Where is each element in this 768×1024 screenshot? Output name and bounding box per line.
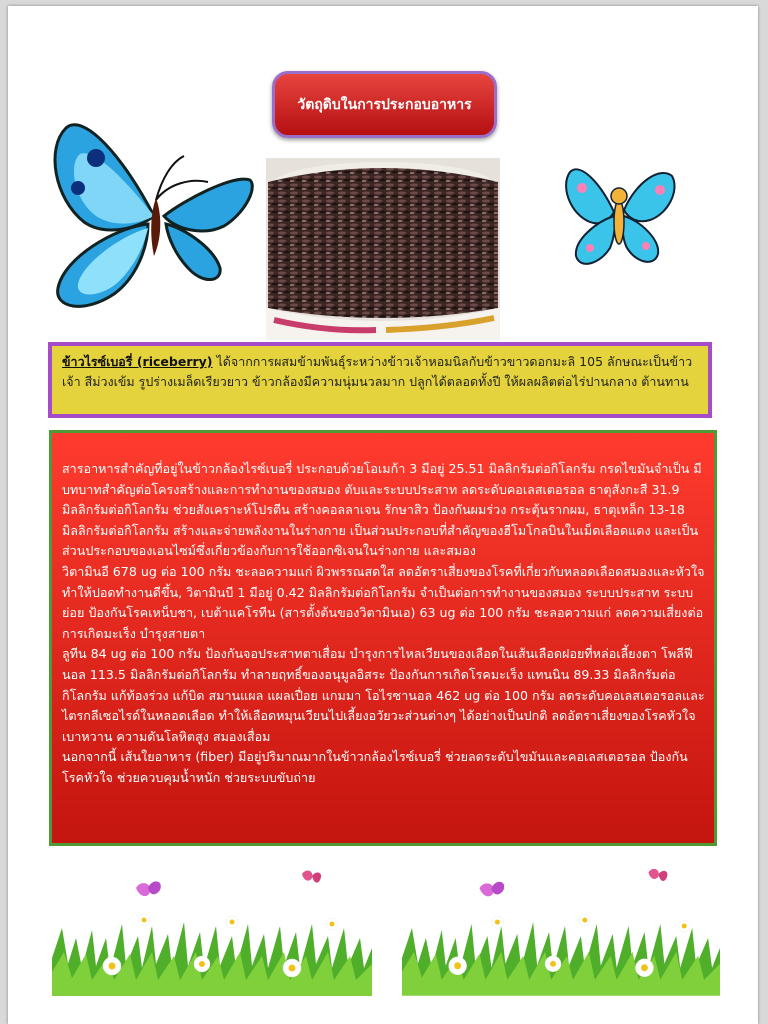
butterfly-right-icon [560, 152, 680, 274]
riceberry-photo [266, 158, 500, 340]
nutrition-paragraph: ลูทีน 84 ug ต่อ 100 กรัม ป้องกันจอประสาทตาเสื่อม บำรุงการไหลเวียนของเลือดในเส้นเลือดฝอยที่หล่อเลี้ยงตา โพลีฟีนอล 113.5 มิลลิกรัมต่อกิโลกรัม ทำลายฤทธิ์ของอนุมูลอิสระ ป้องกันการเกิดโรคมะเร็ง แทนนิน 89.33 มิลลิกรัมต่อกิโลกรัม แก้ท้องร่วง แก้บิด สมานแผล แผลเปื่อย แกมมา โอไรซานอล 462 ug ต่อ 100 กรัม ลดระดับคอเลสเตอรอลและไตรกลีเซอไรด์ในหลอดเลือด ทำให้เลือดหมุนเวียนไปเลี้ยงอวัยวะส่วนต่างๆ ได้อย่างเป็นปกติ ลดอัตราเสี่ยงของโรคหัวใจ เบาหวาน ความดันโลหิตสูง สมองเสื่อม [62, 646, 705, 744]
page-title-text: วัตถุดิบในการประกอบอาหาร [297, 96, 472, 113]
intro-box [48, 342, 712, 418]
nutrition-paragraph: สารอาหารสำคัญที่อยู่ในข้าวกล้องไรซ์เบอรี่ ประกอบด้วยโอเมก้า 3 มีอยู่ 25.51 มิลลิกรัมต่อกิโลกรัม กรดไขมันจำเป็น มีบทบาทสำคัญต่อโครงสร้างและการทำงานของสมอง ตับและระบบประสาท ลดระดับคอเลสเตอรอล ธาตุสังกะสี 31.9 มิลลิกรัมต่อกิโลกรัม ช่วยสังเคราะห์โปรตีน สร้างคอลลาเจน รักษาสิว ป้องกันผมร่วง กระตุ้นรากผม, ธาตุเหล็ก 13-18 มิลลิกรัมต่อกิโลกรัม สร้างและจ่ายพลังงานในร่างกาย เป็นส่วนประกอบที่สำคัญของฮีโมโกลบินในเม็ดเลือดแดง และเป็นส่วนประกอบของเอนไซม์ซึ่งเกี่ยวข้องกับการใช้ออกซิเจนในร่างกาย และสมอง [62, 461, 702, 559]
nutrition-paragraph: นอกจากนี้ เส้นใยอาหาร (fiber) มีอยู่ปริมาณมากในข้าวกล้องไรซ์เบอรี่ ช่วยลดระดับไขมันและคอเลสเตอรอล ป้องกันโรคหัวใจ ช่วยควบคุมน้ำหนัก ช่วยระบบขับถ่าย [62, 749, 688, 785]
intro-term: ข้าวไรซ์เบอรี่ (riceberry) [62, 354, 213, 369]
nutrition-paragraph: วิตามินอี 678 ug ต่อ 100 กรัม ชะลอความแก่ ผิวพรรณสดใส ลดอัตราเสี่ยงของโรคที่เกี่ยวกับหลอดเลือดสมองและหัวใจ ทำให้ปอดทำงานดีขึ้น, วิตามินบี 1 มีอยู่ 0.42 มิลลิกรัมต่อกิโลกรัม จำเป็นต่อการทำงานของสมอง ระบบประสาท ระบบย่อย ป้องกันโรคเหน็บชา, เบต้าแคโรทีน (สารตั้งต้นของวิตามินเอ) 63 ug ต่อ 100 กรัม ชะลอความแก่ ลดความเสี่ยงต่อการเกิดมะเร็ง บำรุงสายตา [62, 563, 705, 641]
page-title [272, 71, 497, 138]
grass-flowers-left-icon [52, 868, 372, 996]
intro-text: ได้จากการผสมข้ามพันธุ์ระหว่างข้าวเจ้าหอมนิลกับข้าวขาวดอกมะลิ 105 ลักษณะเป็นข้าวเจ้า สีม่วงเข้ม รูปร่างเมล็ดเรียวยาว ข้าวกล้องมีความนุ่มนวลมาก ปลูกได้ตลอดทั้งปี ให้ผลผลิตต่อไร่ปานกลาง ต้านทาน [62, 354, 693, 389]
butterfly-left-icon [44, 118, 258, 314]
nutrition-box [49, 430, 717, 846]
grass-flowers-right-icon [402, 868, 720, 996]
